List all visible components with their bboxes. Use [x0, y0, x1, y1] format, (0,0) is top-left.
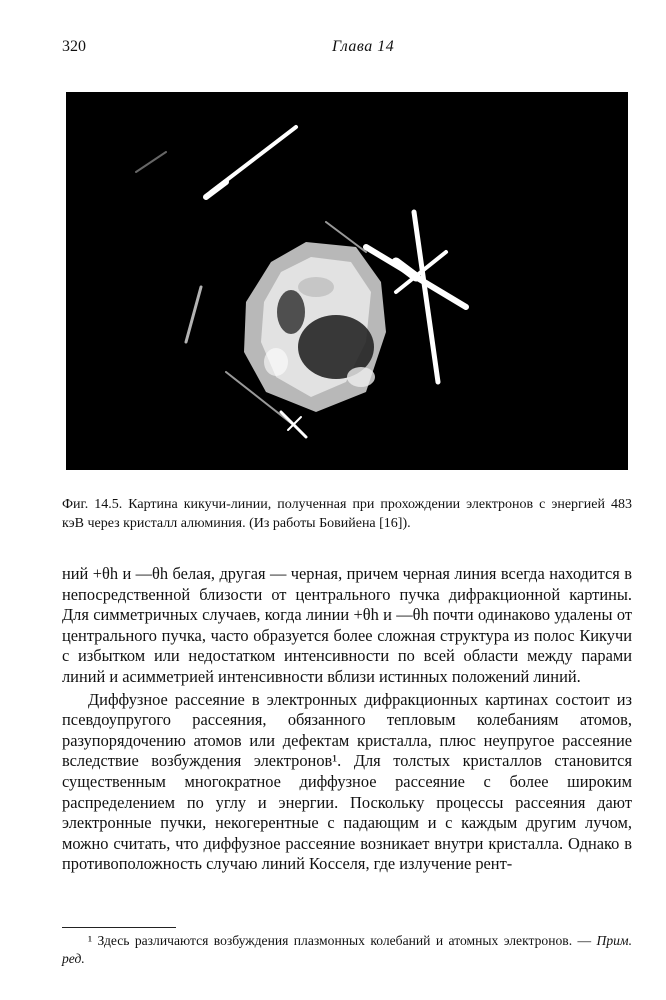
body-text [62, 564, 632, 875]
footnote-text: ¹ Здесь различаются возбуждения плазмонных колебаний и атомных электронов. — [88, 933, 592, 948]
footnote-divider [62, 927, 176, 928]
kikuchi-pattern-figure [66, 92, 628, 470]
figure-caption: Фиг. 14.5. Картина кикучи-линии, полученная при прохождении электронов с энергией 483 кэВ через кристалл алюминия. (Из работы Бовийена [16]). [62, 497, 632, 531]
editor-note-tag: Прим. ред. [62, 933, 633, 966]
footnote [62, 932, 632, 968]
kikuchi-pattern-image [66, 92, 628, 470]
page-header [62, 38, 626, 58]
paragraph-2: Диффузное рассеяние в электронных дифракционных картинах состоит из псевдоупругого рассеяния, обязанного тепловым колебаниям атомов, разупорядочению атомов или дефектам кристалла, плюс неупругое рассеяние вследствие возбуждения электронов¹. Для толстых кристаллов становится существенным многократное диффузное рассеяние с более широким распределением по углу и энергии. Поскольку процессы рассеяния дают электронные пучки, некогерентные с падающим и с каждым другим лучом, можно считать, что диффузное рассеяние возникает внутри кристалла. Однако в противоположность случаю линий Косселя, где излучение рент- [62, 689, 632, 874]
paragraph-1: ний +θh и —θh белая, другая — черная, причем черная линия всегда находится в непосредственной близости от центрального пучка дифракционной картины. Для симметричных случаев, когда линии +θh и —θh почти одинаково удалены от центрального пучка, часто образуется более сложная структура из полос Кикучи с избытком или недостатком интенсивности по всей области между парами линий и асимметрией интенсивности вблизи истинных положений линий. [62, 564, 632, 686]
running-head: Глава 14 [332, 38, 395, 55]
page-number: 320 [62, 38, 86, 55]
